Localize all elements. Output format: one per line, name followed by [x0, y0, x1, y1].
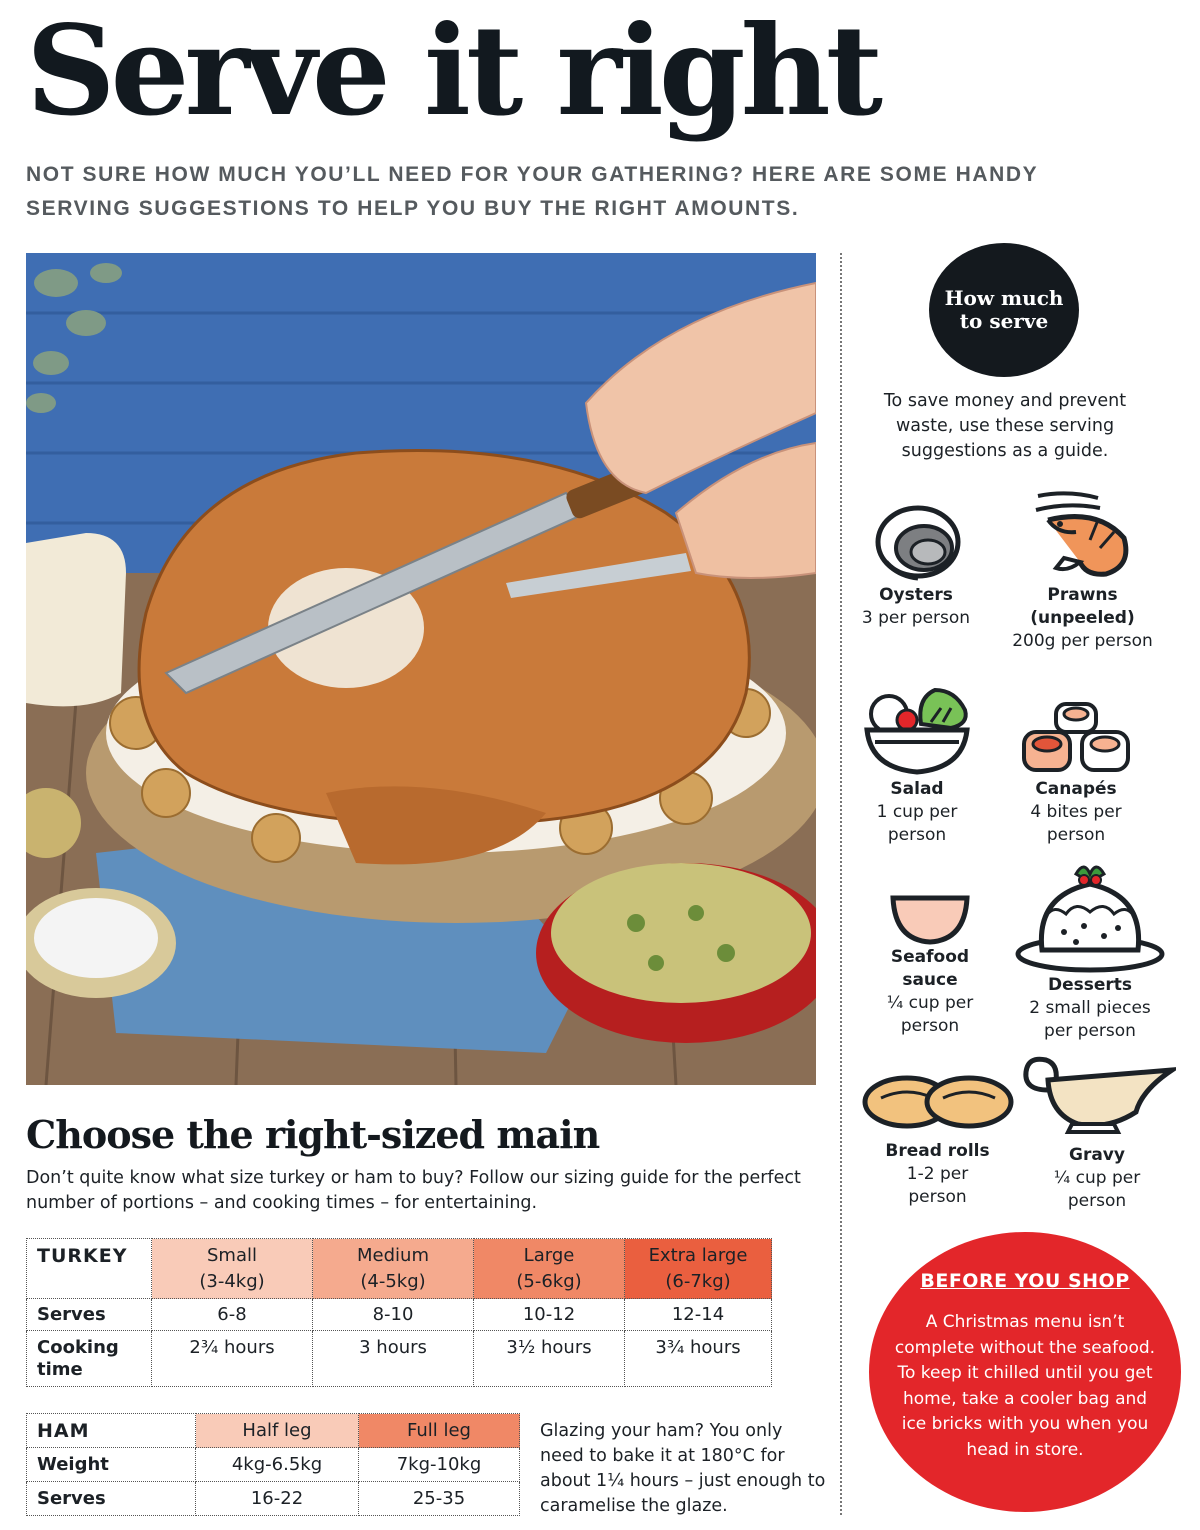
turkey-size-table	[26, 1238, 772, 1387]
turkey-col-range: (3-4kg)	[199, 1270, 265, 1292]
oysters-qty: 3 per person	[861, 608, 971, 628]
table-cell: 3 hours	[313, 1331, 474, 1387]
before-you-shop-badge	[869, 1232, 1181, 1512]
gravy-boat-icon	[1018, 1050, 1176, 1134]
section-intro: Don’t quite know what size turkey or ham to buy? Follow our sizing guide for the perfect number of portions – and cooking times – for entertaining.	[26, 1168, 801, 1213]
table-row-label: Serves	[27, 1482, 196, 1516]
turkey-col-small	[152, 1239, 313, 1299]
gravy-name: Gravy	[1069, 1145, 1125, 1165]
table-cell: 4kg-6.5kg	[196, 1448, 359, 1482]
ham-col-half-leg: Half leg	[196, 1414, 359, 1448]
serving-item-prawns	[990, 488, 1175, 653]
ham-size-table	[26, 1413, 520, 1516]
table-row-label: Cooking time	[27, 1331, 152, 1387]
gravy-qty: ¼ cup per person	[1053, 1168, 1141, 1211]
sauce-bowl-icon	[889, 890, 971, 946]
turkey-table-label: TURKEY	[27, 1239, 152, 1299]
column-divider	[840, 253, 842, 1515]
serving-item-oysters	[850, 502, 982, 630]
turkey-col-range: (4-5kg)	[360, 1270, 426, 1292]
ham-col-full-leg: Full leg	[359, 1414, 520, 1448]
prawns-qty: 200g per person	[1012, 631, 1153, 651]
canapes-qty: 4 bites per person	[1030, 802, 1122, 845]
turkey-col-name: Large	[523, 1244, 575, 1266]
how-much-badge	[929, 243, 1079, 377]
page-title: Serve it right	[26, 0, 879, 144]
table-cell: 2¾ hours	[152, 1331, 313, 1387]
seafood-sauce-name: Seafood sauce	[890, 947, 970, 990]
canape-icon	[1018, 700, 1134, 778]
bread-rolls-icon	[861, 1074, 1015, 1130]
table-cell: 6-8	[152, 1299, 313, 1331]
prawns-name: Prawns (unpeeled)	[1030, 585, 1135, 628]
section-heading: Choose the right-sized main	[26, 1112, 600, 1157]
desserts-name: Desserts	[1047, 975, 1133, 995]
how-much-intro: To save money and prevent waste, use these serving suggestions as a guide.	[883, 391, 1127, 461]
oysters-name: Oysters	[879, 585, 953, 605]
table-cell: 16-22	[196, 1482, 359, 1516]
bread-rolls-name: Bread rolls	[885, 1141, 990, 1161]
before-you-shop-title: BEFORE YOU SHOP	[920, 1270, 1130, 1292]
turkey-col-large	[474, 1239, 625, 1299]
turkey-col-name: Medium	[357, 1244, 429, 1266]
salad-bowl-icon	[861, 684, 973, 778]
turkey-col-medium	[313, 1239, 474, 1299]
turkey-col-name: Small	[207, 1244, 257, 1266]
seafood-sauce-qty: ¼ cup per person	[886, 993, 974, 1036]
christmas-pudding-icon	[1014, 856, 1166, 974]
turkey-col-range: (6-7kg)	[665, 1270, 731, 1292]
desserts-qty: 2 small pieces per person	[1029, 998, 1151, 1041]
ham-table-label: HAM	[27, 1414, 196, 1448]
ham-glaze-note: Glazing your ham? You only need to bake it at 180°C for about 1¼ hours – just enough to caramelise the glaze.	[540, 1421, 826, 1516]
turkey-col-extra-large	[625, 1239, 772, 1299]
table-cell: 3½ hours	[474, 1331, 625, 1387]
how-much-badge-line1: How much	[944, 286, 1064, 310]
table-row-label: Weight	[27, 1448, 196, 1482]
bread-rolls-qty: 1-2 per person	[906, 1164, 969, 1207]
prawn-icon	[1028, 488, 1138, 584]
table-cell: 10-12	[474, 1299, 625, 1331]
serving-item-bread-rolls	[855, 1074, 1020, 1209]
oyster-icon	[868, 502, 964, 584]
table-cell: 8-10	[313, 1299, 474, 1331]
table-cell: 3¾ hours	[625, 1331, 772, 1387]
table-row-label: Serves	[27, 1299, 152, 1331]
page-intro: NOT SURE HOW MUCH YOU’LL NEED FOR YOUR GATHERING? HERE ARE SOME HANDY SERVING SUGGESTIONS TO HELP YOU BUY THE RIGHT AMOUNTS.	[26, 163, 1038, 220]
canapes-name: Canapés	[1035, 779, 1117, 799]
turkey-col-name: Extra large	[648, 1244, 748, 1266]
serving-item-canapes	[1010, 700, 1142, 847]
before-you-shop-body: A Christmas menu isn’t complete without the seafood. To keep it chilled until you get home, take a cooler bag and ice bricks with you when you head in store.	[894, 1312, 1156, 1460]
serving-item-salad	[857, 684, 977, 847]
serving-item-seafood-sauce	[870, 890, 990, 1038]
serving-item-desserts	[1010, 856, 1170, 1043]
salad-qty: 1 cup per person	[876, 802, 958, 845]
table-cell: 12-14	[625, 1299, 772, 1331]
salad-name: Salad	[890, 779, 944, 799]
roast-turkey-photo	[26, 253, 816, 1085]
roast-turkey-illustration	[26, 253, 816, 1085]
table-cell: 25-35	[359, 1482, 520, 1516]
turkey-col-range: (5-6kg)	[516, 1270, 582, 1292]
serving-item-gravy	[1018, 1050, 1176, 1213]
how-much-badge-line2: to serve	[959, 309, 1049, 333]
table-cell: 7kg-10kg	[359, 1448, 520, 1482]
